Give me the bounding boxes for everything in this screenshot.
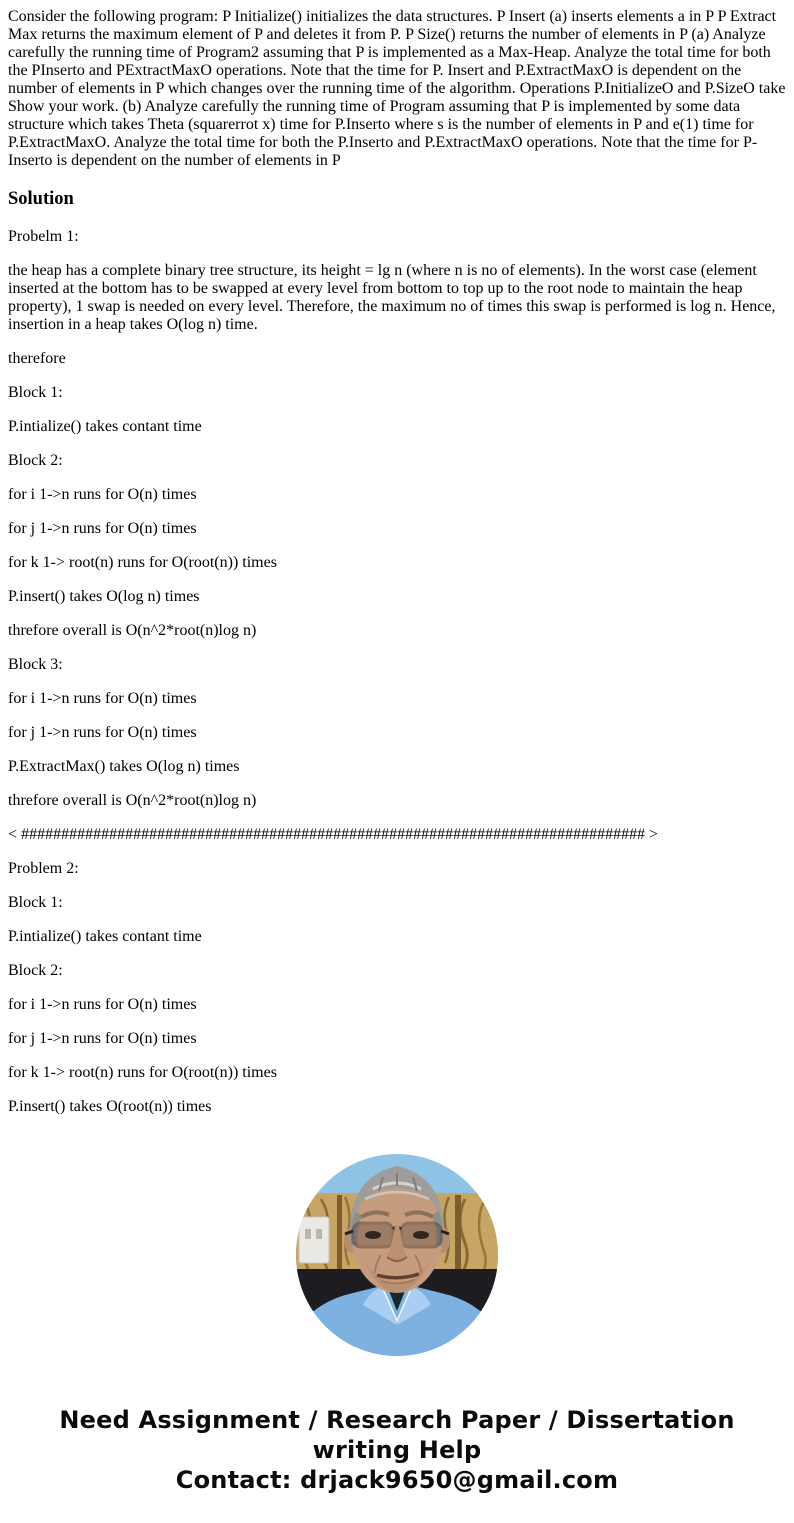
solution-paragraph-problem2: Problem 2: — [8, 860, 79, 877]
footer-help-line1: Need Assignment / Research Paper / Dissertation — [59, 1406, 735, 1434]
footer-banner — [8, 1405, 786, 1495]
solution-paragraph-p2-insert: P.insert() takes O(root(n)) times — [8, 1098, 212, 1115]
separator-line: < ############################################################################## > — [8, 826, 659, 843]
tutor-photo — [295, 1153, 499, 1357]
solution-paragraph-p2-loop-k: for k 1-> root(n) runs for O(root(n)) times — [8, 1064, 277, 1081]
photo-switch-panel — [299, 1217, 329, 1263]
solution-paragraph-loop-j2: for j 1->n runs for O(n) times — [8, 724, 197, 741]
solution-paragraph-loop-i: for i 1->n runs for O(n) times — [8, 486, 197, 503]
solution-paragraph-overall-block3: threfore overall is O(n^2*root(n)log n) — [8, 792, 257, 809]
solution-paragraph-p2-initialize: P.intialize() takes contant time — [8, 928, 202, 945]
solution-paragraph-therefore: therefore — [8, 350, 66, 367]
solution-heading: Solution — [8, 188, 74, 209]
solution-paragraph-extractmax: P.ExtractMax() takes O(log n) times — [8, 758, 240, 775]
solution-paragraph-loop-i2: for i 1->n runs for O(n) times — [8, 690, 197, 707]
solution-paragraph-block1: Block 1: — [8, 384, 63, 401]
solution-paragraph-block3: Block 3: — [8, 656, 63, 673]
solution-paragraph-overall-block2: threfore overall is O(n^2*root(n)log n) — [8, 622, 257, 639]
solution-paragraph-block2: Block 2: — [8, 452, 63, 469]
solution-paragraph-p2-loop-j: for j 1->n runs for O(n) times — [8, 1030, 197, 1047]
solution-paragraph-p2-block2: Block 2: — [8, 962, 63, 979]
solution-paragraph-p2-block1: Block 1: — [8, 894, 63, 911]
solution-paragraph-p2-loop-i: for i 1->n runs for O(n) times — [8, 996, 197, 1013]
footer-help-line2: writing Help — [312, 1436, 482, 1464]
document-body — [8, 8, 786, 1116]
tutor-portrait-image — [295, 1153, 499, 1357]
question-paragraph: Consider the following program: P Initialize() initializes the data structures. P Insert (a) inserts elements a in P P Extract Max returns the maximum element of P and deletes it from P. P Size() returns the number of elements in P (a) Analyze carefully the running time of Program2 assuming that P is implemented as a Max-Heap. Analyze the total time for both the PInserto and PExtractMaxO operations. Note that the time for P. Insert and P.ExtractMaxO is dependent on the number of elements in P which changes over the running time of the algorithm. Operations P.InitializeO and P.SizeO take Show your work. (b) Analyze carefully the running time of Program assuming that P is implemented by some data structure which takes Theta (squarerrot x) time for P.Inserto where s is the number of elements in P and e(1) time for P.ExtractMaxO. Analyze the total time for both the P.Inserto and P.ExtractMaxO operations. Note that the time for P-Inserto is dependent on the number of elements in P — [8, 8, 786, 169]
solution-paragraph-loop-j: for j 1->n runs for O(n) times — [8, 520, 197, 537]
solution-paragraph-initialize: P.intialize() takes contant time — [8, 418, 202, 435]
footer-contact-email: Contact: drjack9650@gmail.com — [175, 1466, 619, 1494]
solution-paragraph-loop-k: for k 1-> root(n) runs for O(root(n)) times — [8, 554, 277, 571]
solution-paragraph-heap-explanation: the heap has a complete binary tree structure, its height = lg n (where n is no of elements). In the worst case (element inserted at the bottom has to be swapped at every level from bottom to top up to the root node to maintain the heap property), 1 swap is needed on every level. Therefore, the maximum no of times this swap is performed is log n. Hence, insertion in a heap takes O(log n) time. — [8, 262, 776, 333]
solution-paragraph-problem1: Probelm 1: — [8, 228, 79, 245]
solution-paragraph-insert: P.insert() takes O(log n) times — [8, 588, 200, 605]
